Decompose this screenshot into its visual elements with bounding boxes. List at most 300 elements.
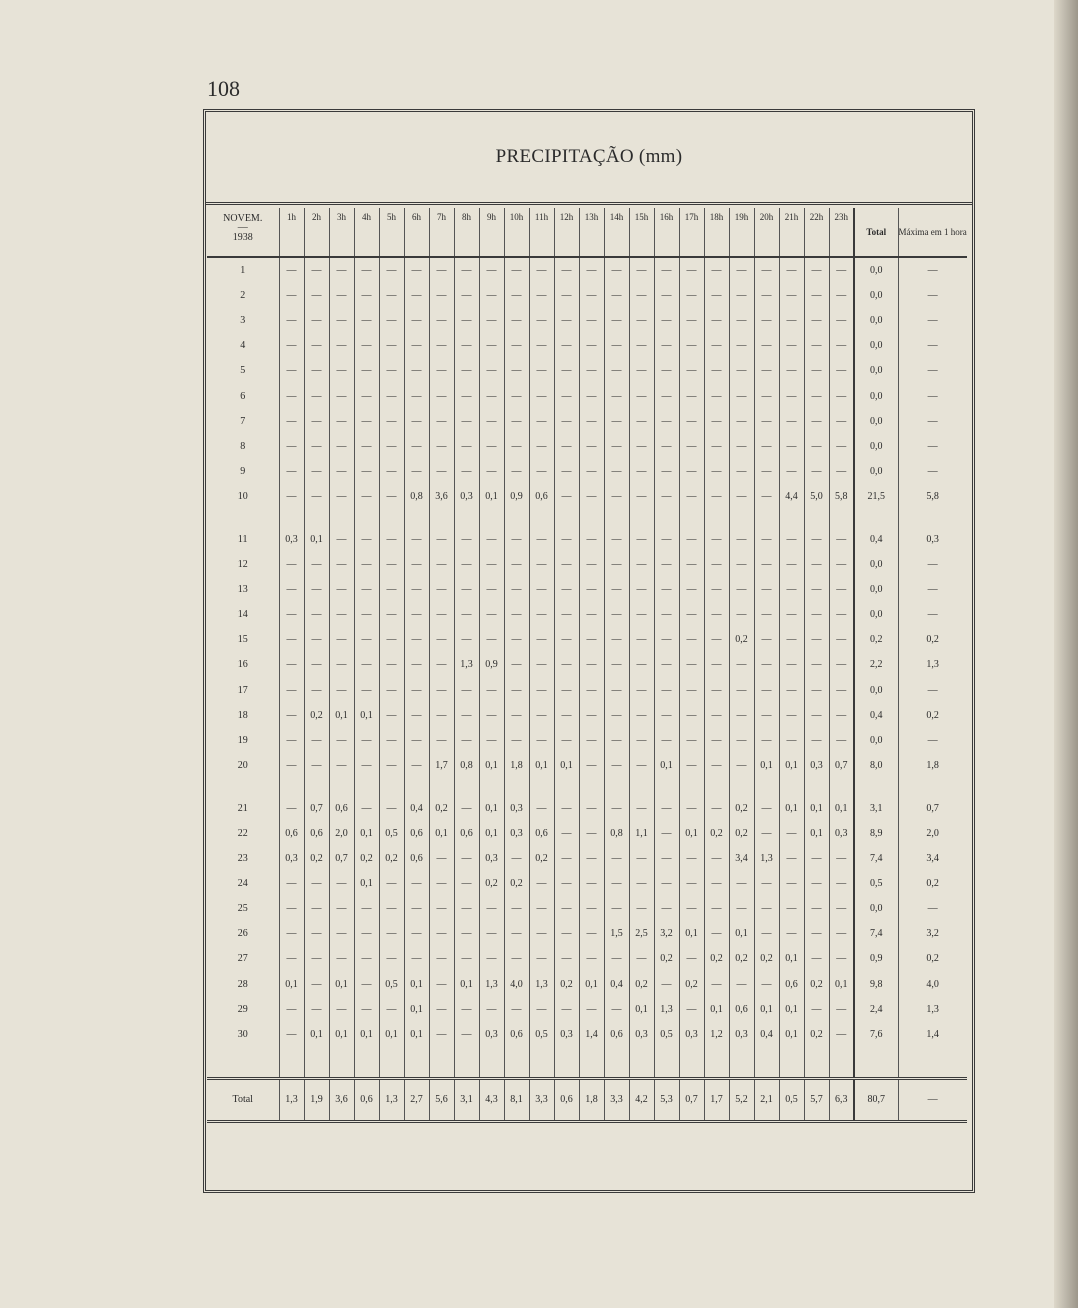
day-max-cell: — [898, 602, 967, 627]
hour-cell: — [804, 333, 829, 358]
hour-cell: — [329, 459, 354, 484]
hour-cell: 0,5 [379, 972, 404, 997]
hour-cell: — [754, 627, 779, 652]
hour-cell: — [354, 552, 379, 577]
hour-header-9: 9h [479, 208, 504, 257]
hour-cell: 0,2 [729, 821, 754, 846]
table-row [207, 846, 967, 871]
gap-cell [729, 509, 754, 527]
hour-cell: — [579, 602, 604, 627]
hour-cell: — [529, 652, 554, 677]
hour-cell: — [629, 484, 654, 509]
hour-cell: — [679, 602, 704, 627]
hour-cell: — [829, 333, 854, 358]
day-cell: 9 [240, 465, 246, 477]
day-cell: 24 [237, 878, 248, 890]
hour-cell: — [804, 434, 829, 459]
hour-cell: 0,1 [679, 921, 704, 946]
hour-cell: 1,3 [654, 997, 679, 1022]
hour-cell: — [429, 997, 454, 1022]
title-divider [206, 202, 972, 205]
hour-cell: — [379, 333, 404, 358]
hour-cell: — [604, 484, 629, 509]
hour-cell: — [429, 921, 454, 946]
hour-total-cell: 5,7 [804, 1078, 829, 1121]
hour-cell: — [779, 577, 804, 602]
table-row [207, 871, 967, 896]
hour-cell: — [379, 577, 404, 602]
day-total-cell: 0,5 [854, 871, 898, 896]
hour-cell: — [804, 703, 829, 728]
hour-cell: — [604, 703, 629, 728]
table-row [207, 796, 967, 821]
hour-cell: — [804, 383, 829, 408]
hour-cell: — [329, 257, 354, 283]
hour-cell: 0,1 [379, 1022, 404, 1047]
hour-cell: — [304, 308, 329, 333]
gap-cell [404, 509, 429, 527]
hour-cell: — [429, 871, 454, 896]
hour-cell: — [354, 997, 379, 1022]
hour-cell: 0,1 [479, 484, 504, 509]
hour-cell: — [404, 383, 429, 408]
day-total-cell: 0,0 [854, 409, 898, 434]
hour-cell: — [704, 552, 729, 577]
hour-cell: — [454, 921, 479, 946]
day-cell: 18 [237, 709, 248, 721]
hour-cell: — [679, 358, 704, 383]
hour-cell: — [429, 652, 454, 677]
hour-cell: — [804, 257, 829, 283]
hour-cell: — [754, 796, 779, 821]
day-total-cell: 9,8 [854, 972, 898, 997]
hour-cell: — [304, 871, 329, 896]
hour-cell: — [429, 678, 454, 703]
hour-cell: — [554, 602, 579, 627]
hour-cell: — [554, 308, 579, 333]
month-header [207, 208, 279, 257]
hour-cell: — [729, 257, 754, 283]
hour-cell: — [829, 846, 854, 871]
day-cell: 5 [240, 365, 246, 377]
hour-cell: 0,1 [304, 1022, 329, 1047]
hour-cell: 0,3 [804, 753, 829, 778]
hour-cell: — [704, 333, 729, 358]
hour-cell: — [754, 383, 779, 408]
table-title: PRECIPITAÇÃO (mm) [495, 146, 683, 167]
hour-cell: — [504, 409, 529, 434]
day-cell: 4 [240, 340, 246, 352]
hour-cell: 0,2 [654, 946, 679, 971]
hour-cell: — [679, 871, 704, 896]
hour-cell: — [379, 703, 404, 728]
hour-cell: 0,1 [304, 527, 329, 552]
day-cell: 29 [237, 1003, 248, 1015]
hour-cell: — [329, 484, 354, 509]
max-header: Máxima em 1 hora [898, 208, 967, 257]
hour-cell: — [654, 333, 679, 358]
hour-cell: 0,1 [454, 972, 479, 997]
day-max-cell: 1,3 [898, 652, 967, 677]
hour-cell: 1,8 [504, 753, 529, 778]
hour-cell: — [479, 459, 504, 484]
hour-cell: — [504, 896, 529, 921]
hour-cell: — [354, 283, 379, 308]
hour-cell: — [679, 409, 704, 434]
hour-cell: — [679, 896, 704, 921]
hour-cell: 0,1 [354, 1022, 379, 1047]
hour-cell: — [404, 602, 429, 627]
hour-cell: 4,0 [504, 972, 529, 997]
hour-cell: — [729, 283, 754, 308]
hour-cell: — [554, 283, 579, 308]
day-max-cell: 0,3 [898, 527, 967, 552]
hour-cell: — [404, 527, 429, 552]
hour-cell: — [354, 602, 379, 627]
hour-cell: 0,3 [504, 796, 529, 821]
hour-cell: — [429, 946, 454, 971]
page-number: 108 [207, 76, 240, 101]
hour-cell: — [504, 459, 529, 484]
hour-cell: — [454, 871, 479, 896]
hour-cell: — [279, 358, 304, 383]
hour-cell: — [554, 552, 579, 577]
hour-cell: — [604, 383, 629, 408]
hour-cell: — [279, 796, 304, 821]
gap-cell [854, 509, 898, 527]
hour-cell: — [429, 308, 454, 333]
hour-cell: — [604, 652, 629, 677]
hour-cell: — [529, 552, 554, 577]
hour-cell: 0,5 [529, 1022, 554, 1047]
hour-cell: — [779, 821, 804, 846]
hour-cell: — [604, 409, 629, 434]
hour-cell: — [354, 409, 379, 434]
day-total-cell: 0,0 [854, 308, 898, 333]
day-max-cell: 0,7 [898, 796, 967, 821]
hour-cell: — [554, 434, 579, 459]
hour-cell: — [654, 409, 679, 434]
day-max-cell: — [898, 678, 967, 703]
hour-cell: — [604, 871, 629, 896]
hour-cell: — [579, 896, 604, 921]
day-max-cell: 2,0 [898, 821, 967, 846]
hour-cell: — [604, 627, 629, 652]
hour-cell: — [554, 577, 579, 602]
hour-cell: — [704, 434, 729, 459]
table-row [207, 257, 967, 283]
hour-cell: — [754, 283, 779, 308]
day-cell: 25 [237, 903, 248, 915]
hour-cell: — [729, 972, 754, 997]
hour-cell: — [679, 484, 704, 509]
hour-cell: — [529, 796, 554, 821]
hour-cell: 0,1 [329, 703, 354, 728]
hour-cell: — [529, 434, 554, 459]
hour-cell: 0,1 [404, 1022, 429, 1047]
hour-cell: — [404, 333, 429, 358]
day-max-cell: 1,8 [898, 753, 967, 778]
hour-cell: — [754, 358, 779, 383]
hour-cell: — [629, 459, 654, 484]
hour-cell: — [679, 308, 704, 333]
hour-cell: — [554, 846, 579, 871]
hour-cell: — [304, 728, 329, 753]
hour-cell: — [304, 652, 329, 677]
gap-cell [629, 1047, 654, 1079]
gap-cell [654, 509, 679, 527]
hour-cell: — [679, 383, 704, 408]
hour-cell: — [529, 383, 554, 408]
hour-cell: — [304, 358, 329, 383]
hour-cell: 0,3 [479, 846, 504, 871]
hour-cell: — [729, 703, 754, 728]
hour-cell: — [629, 333, 654, 358]
hour-cell: — [779, 896, 804, 921]
hour-cell: — [654, 552, 679, 577]
hour-cell: — [304, 602, 329, 627]
hour-cell: — [829, 602, 854, 627]
hour-cell: — [554, 896, 579, 921]
hour-cell: — [729, 409, 754, 434]
hour-cell: — [829, 308, 854, 333]
hour-cell: — [304, 459, 329, 484]
day-max-cell: 1,4 [898, 1022, 967, 1047]
hour-cell: — [479, 527, 504, 552]
hour-cell: — [654, 434, 679, 459]
hour-cell: — [404, 627, 429, 652]
gap-cell [729, 1047, 754, 1079]
hour-cell: — [779, 383, 804, 408]
hour-cell: — [279, 921, 304, 946]
hour-cell: — [529, 946, 554, 971]
hour-cell: — [279, 257, 304, 283]
hour-cell: — [704, 257, 729, 283]
hour-cell: — [654, 459, 679, 484]
hour-cell: — [329, 871, 354, 896]
hour-cell: 0,6 [329, 796, 354, 821]
hour-cell: — [704, 527, 729, 552]
hour-cell: — [504, 627, 529, 652]
hour-cell: — [779, 308, 804, 333]
day-max-cell: — [898, 257, 967, 283]
hour-cell: — [429, 577, 454, 602]
day-max-cell: — [898, 283, 967, 308]
gap-cell [754, 509, 779, 527]
hour-header-20: 20h [754, 208, 779, 257]
hour-cell: 0,8 [404, 484, 429, 509]
day-cell: 15 [237, 634, 248, 646]
hour-cell: — [479, 728, 504, 753]
hour-cell: — [704, 383, 729, 408]
hour-cell: — [754, 459, 779, 484]
gap-cell [679, 1047, 704, 1079]
hour-cell: — [429, 358, 454, 383]
hour-cell: 0,3 [454, 484, 479, 509]
hour-cell: 0,2 [554, 972, 579, 997]
hour-cell: — [604, 997, 629, 1022]
hour-cell: — [504, 308, 529, 333]
hour-cell: — [604, 577, 629, 602]
hour-cell: — [504, 846, 529, 871]
hour-cell: — [679, 257, 704, 283]
hour-cell: 2,5 [629, 921, 654, 946]
hour-header-14: 14h [604, 208, 629, 257]
hour-cell: — [804, 459, 829, 484]
hour-cell: 0,1 [479, 796, 504, 821]
hour-cell: — [404, 552, 429, 577]
hour-cell: — [654, 577, 679, 602]
hour-cell: — [304, 333, 329, 358]
hour-cell: — [629, 552, 654, 577]
table-row [207, 1022, 967, 1047]
hour-cell: — [429, 459, 454, 484]
table-row [207, 753, 967, 778]
hour-cell: 0,1 [329, 972, 354, 997]
hour-cell: — [779, 678, 804, 703]
hour-cell: — [654, 796, 679, 821]
hour-cell: — [654, 972, 679, 997]
hour-cell: — [704, 409, 729, 434]
hour-cell: 0,1 [529, 753, 554, 778]
hour-cell: 1,7 [429, 753, 454, 778]
hour-total-cell: 1,3 [379, 1078, 404, 1121]
hour-cell: — [654, 257, 679, 283]
hour-cell: — [629, 602, 654, 627]
hour-cell: — [829, 921, 854, 946]
gap-cell [354, 1047, 379, 1079]
hour-cell: — [504, 997, 529, 1022]
hour-cell: — [329, 434, 354, 459]
hour-cell: — [654, 703, 679, 728]
hour-cell: — [829, 997, 854, 1022]
hour-cell: — [754, 678, 779, 703]
hour-cell: — [629, 753, 654, 778]
hour-cell: — [304, 383, 329, 408]
hour-cell: — [829, 652, 854, 677]
hour-cell: — [604, 728, 629, 753]
table-row [207, 921, 967, 946]
hour-cell: — [704, 602, 729, 627]
hour-cell: — [754, 871, 779, 896]
hour-cell: — [704, 358, 729, 383]
hour-cell: — [729, 871, 754, 896]
hour-cell: — [704, 627, 729, 652]
hour-cell: — [654, 358, 679, 383]
hour-cell: — [354, 728, 379, 753]
hour-cell: — [379, 308, 404, 333]
hour-total-cell: 1,8 [579, 1078, 604, 1121]
hour-cell: — [629, 627, 654, 652]
hour-cell: — [504, 577, 529, 602]
gap-cell [679, 509, 704, 527]
hour-cell: 1,3 [529, 972, 554, 997]
day-cell: 28 [237, 978, 248, 990]
hour-cell: — [754, 972, 779, 997]
hour-cell: — [379, 652, 404, 677]
hour-cell: — [579, 577, 604, 602]
hour-total-cell: 3,3 [604, 1078, 629, 1121]
hour-cell: — [779, 703, 804, 728]
hour-cell: 0,2 [729, 627, 754, 652]
hour-cell: — [279, 434, 304, 459]
hour-cell: — [354, 434, 379, 459]
hour-cell: — [504, 921, 529, 946]
hour-cell: — [529, 728, 554, 753]
hour-cell: — [704, 678, 729, 703]
hour-cell: — [779, 627, 804, 652]
hour-header-22: 22h [804, 208, 829, 257]
hour-cell: 1,3 [479, 972, 504, 997]
day-cell: 16 [237, 659, 248, 671]
hour-cell: 5,0 [804, 484, 829, 509]
hour-cell: — [354, 484, 379, 509]
hour-cell: 0,1 [554, 753, 579, 778]
hour-cell: — [379, 459, 404, 484]
hour-cell: 0,1 [354, 871, 379, 896]
gap-cell [554, 778, 579, 796]
hour-cell: 5,8 [829, 484, 854, 509]
hour-cell: 0,6 [404, 846, 429, 871]
day-max-cell: 0,2 [898, 946, 967, 971]
hour-cell: — [779, 552, 804, 577]
table-row [207, 678, 967, 703]
hour-cell: — [304, 434, 329, 459]
hour-cell: — [454, 728, 479, 753]
gap-cell [504, 778, 529, 796]
day-max-cell: 4,0 [898, 972, 967, 997]
hour-cell: — [529, 527, 554, 552]
hour-cell: — [754, 257, 779, 283]
hour-cell: — [279, 333, 304, 358]
grand-max-cell: — [898, 1078, 967, 1121]
hour-cell: — [579, 527, 604, 552]
hour-cell: — [579, 333, 604, 358]
table-row [207, 283, 967, 308]
hour-total-cell: 1,9 [304, 1078, 329, 1121]
table-row [207, 821, 967, 846]
hour-cell: — [804, 358, 829, 383]
precipitation-table [207, 208, 967, 1123]
gap-cell [804, 1047, 829, 1079]
hour-cell: — [829, 383, 854, 408]
hour-cell: 0,1 [704, 997, 729, 1022]
hour-cell: — [279, 383, 304, 408]
hour-cell: 3,4 [729, 846, 754, 871]
day-max-cell: 3,4 [898, 846, 967, 871]
hour-cell: — [679, 997, 704, 1022]
hour-cell: — [279, 753, 304, 778]
hour-cell: — [754, 577, 779, 602]
hour-header-3: 3h [329, 208, 354, 257]
hour-total-cell: 0,5 [779, 1078, 804, 1121]
hour-cell: — [379, 627, 404, 652]
hour-cell: 0,1 [779, 753, 804, 778]
gap-cell [529, 778, 554, 796]
gap-cell [504, 509, 529, 527]
hour-cell: — [404, 308, 429, 333]
hour-total-cell: 0,7 [679, 1078, 704, 1121]
hour-cell: — [329, 652, 354, 677]
hour-cell: — [804, 871, 829, 896]
hour-cell: — [404, 703, 429, 728]
hour-cell: — [779, 358, 804, 383]
hour-cell: — [829, 552, 854, 577]
hour-cell: — [329, 409, 354, 434]
gap-cell [279, 509, 304, 527]
gap-cell [604, 509, 629, 527]
hour-cell: — [279, 652, 304, 677]
